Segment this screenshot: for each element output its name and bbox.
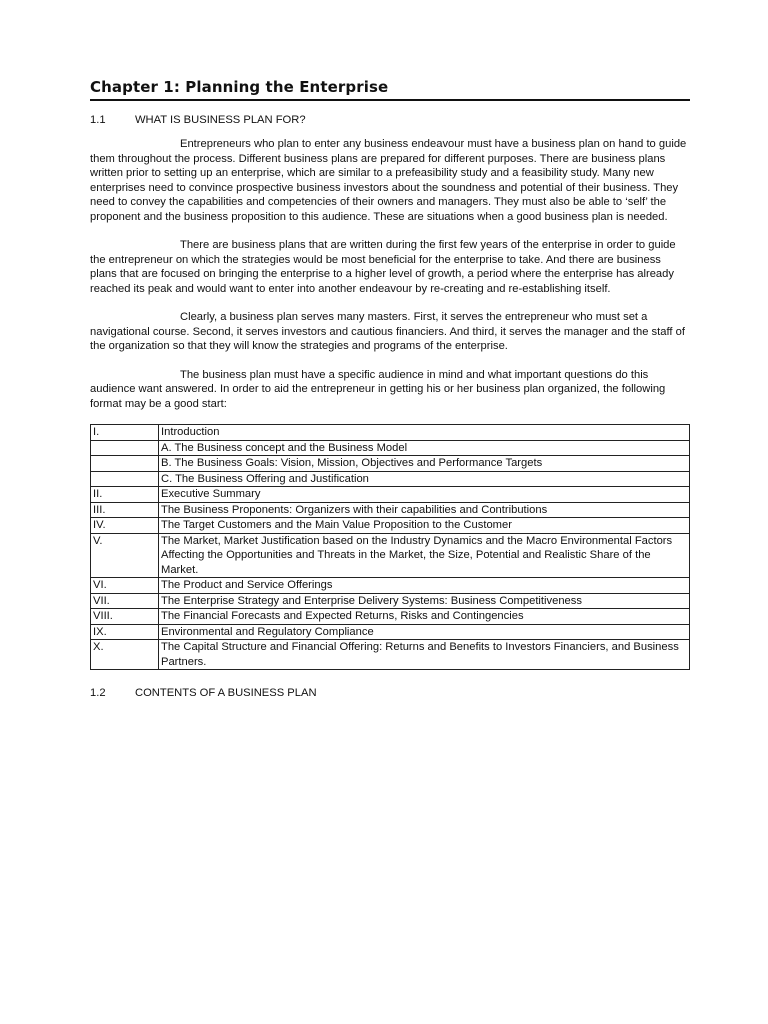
table-row bbox=[91, 456, 690, 472]
row-number bbox=[91, 471, 159, 487]
row-number: VIII. bbox=[91, 609, 159, 625]
row-text: C. The Business Offering and Justification bbox=[159, 471, 690, 487]
section-number: 1.2 bbox=[90, 687, 106, 699]
row-text: The Capital Structure and Financial Offering: Returns and Benefits to Investors Financiers, and Business Partners. bbox=[159, 640, 690, 670]
row-text: Environmental and Regulatory Compliance bbox=[159, 624, 690, 640]
table-row bbox=[91, 425, 690, 441]
business-plan-outline-table bbox=[90, 424, 690, 670]
paragraph: There are business plans that are written during the first few years of the enterprise in order to guide the entrepreneur on which the strategies would be most beneficial for the enterprise to take. And there are business plans that are focused on bringing the enterprise to a higher level of growth, a period where the enterprise has already reached its peak and would want to enter into another endeavour by re-creating and re-establishing itself. bbox=[90, 239, 676, 295]
row-text: A. The Business concept and the Business Model bbox=[159, 440, 690, 456]
chapter-title: Chapter 1: Planning the Enterprise bbox=[90, 78, 690, 101]
paragraph: Clearly, a business plan serves many masters. First, it serves the entrepreneur who must set a navigational course. Second, it serves investors and cautious financiers. And third, it serves the manager and the staff of the organization so that they will know the strategies and programs of the enterprise. bbox=[90, 311, 685, 352]
row-text: The Product and Service Offerings bbox=[159, 578, 690, 594]
section-heading-1-1 bbox=[90, 113, 690, 127]
table-row bbox=[91, 624, 690, 640]
row-number: II. bbox=[91, 487, 159, 503]
row-number: VI. bbox=[91, 578, 159, 594]
row-number: IX. bbox=[91, 624, 159, 640]
row-text: The Financial Forecasts and Expected Returns, Risks and Contingencies bbox=[159, 609, 690, 625]
section-heading-1-2 bbox=[90, 686, 690, 700]
row-number: I. bbox=[91, 425, 159, 441]
row-text: The Market, Market Justification based on the Industry Dynamics and the Macro Environmental Factors Affecting the Opportunities and Threats in the Market, the Size, Potential and Realistic Share of the Market. bbox=[159, 533, 690, 578]
row-text: The Business Proponents: Organizers with their capabilities and Contributions bbox=[159, 502, 690, 518]
table-row bbox=[91, 640, 690, 670]
row-text: The Target Customers and the Main Value Proposition to the Customer bbox=[159, 518, 690, 534]
row-text: B. The Business Goals: Vision, Mission, Objectives and Performance Targets bbox=[159, 456, 690, 472]
row-number: III. bbox=[91, 502, 159, 518]
table-row bbox=[91, 440, 690, 456]
row-text: Introduction bbox=[159, 425, 690, 441]
row-number: IV. bbox=[91, 518, 159, 534]
table-row bbox=[91, 518, 690, 534]
row-number: X. bbox=[91, 640, 159, 670]
table-row bbox=[91, 578, 690, 594]
section-title: WHAT IS BUSINESS PLAN FOR? bbox=[135, 114, 306, 126]
table-row bbox=[91, 533, 690, 578]
row-number bbox=[91, 440, 159, 456]
table-row bbox=[91, 609, 690, 625]
table-row bbox=[91, 487, 690, 503]
section-title: CONTENTS OF A BUSINESS PLAN bbox=[135, 687, 317, 699]
row-text: Executive Summary bbox=[159, 487, 690, 503]
row-number: V. bbox=[91, 533, 159, 578]
table-row bbox=[91, 502, 690, 518]
document-page bbox=[90, 78, 690, 700]
paragraph: The business plan must have a specific audience in mind and what important questions do this audience want answered. In order to aid the entrepreneur in getting his or her business plan organized, the following format may be a good start: bbox=[90, 368, 666, 410]
row-number bbox=[91, 456, 159, 472]
row-text: The Enterprise Strategy and Enterprise Delivery Systems: Business Competitiveness bbox=[159, 593, 690, 609]
table-row bbox=[91, 471, 690, 487]
paragraph: Entrepreneurs who plan to enter any business endeavour must have a business plan on hand to guide them throughout the process. Different business plans are prepared for different purposes. There are business plans written prior to setting up an enterprise, which are similar to a prefeasibility study and a feasibility study. Many new enterprises need to convince prospective business investors about the soundness and potential of their business. They need to convey the capabilities and competencies of their owners and managers. They must also be able to ‘self’ the proponent and the business proposition to this audience. These are situations when a good business plan is needed. bbox=[90, 138, 687, 223]
section-number: 1.1 bbox=[90, 114, 106, 126]
row-number: VII. bbox=[91, 593, 159, 609]
table-row bbox=[91, 593, 690, 609]
